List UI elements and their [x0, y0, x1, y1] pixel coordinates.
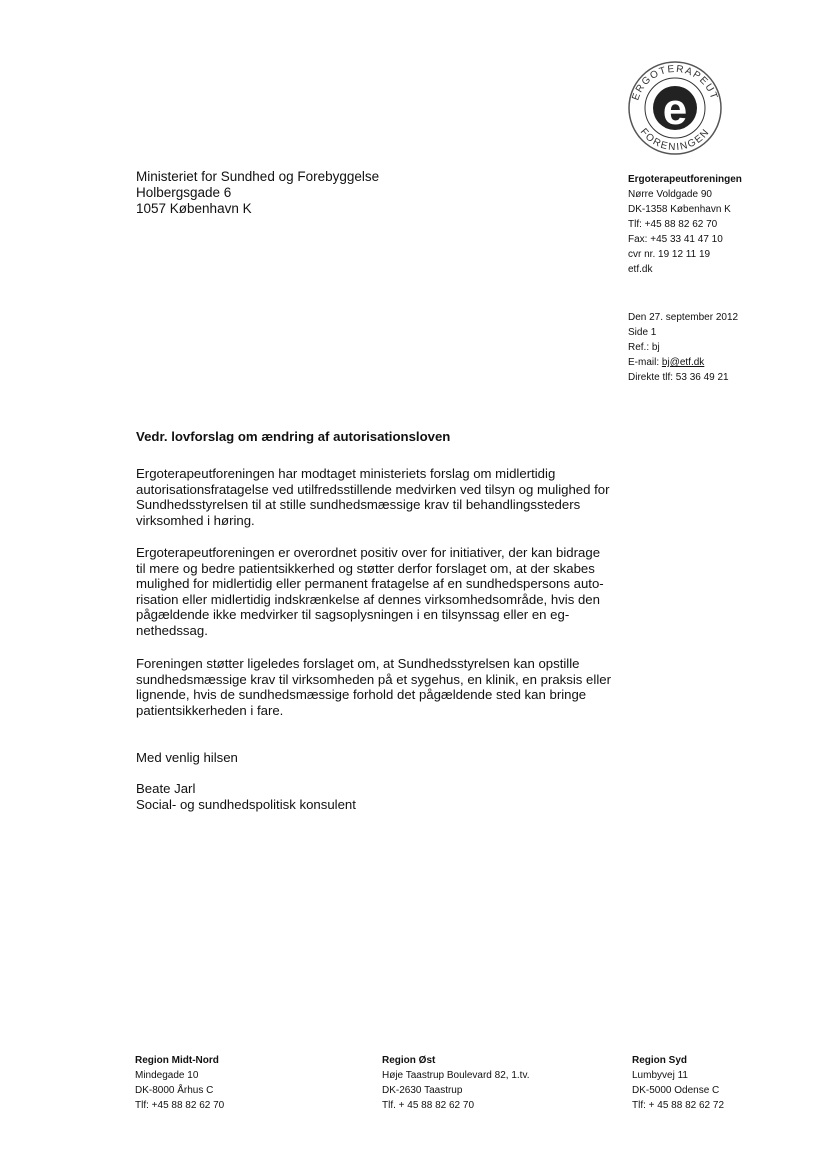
signature-name: Beate Jarl	[136, 781, 196, 796]
direct-phone: Direkte tlf: 53 36 49 21	[628, 372, 729, 383]
paragraph-line: Foreningen støtter ligeledes forslaget om, at Sundhedsstyrelsen kan opstille	[136, 656, 580, 671]
email-row	[628, 355, 818, 370]
signature-title: Social- og sundhedspolitisk konsulent	[136, 796, 356, 812]
recipient-name: Ministeriet for Sundhed og Forebyggelse	[136, 169, 380, 184]
email-link[interactable]: bj@etf.dk	[661, 357, 705, 368]
sender-city: DK-1358 København K	[628, 204, 731, 215]
signature	[136, 781, 356, 812]
sender-org: Ergoterapeutforeningen	[628, 174, 742, 185]
paragraph-2	[136, 545, 616, 638]
recipient-address	[136, 169, 379, 217]
paragraph-line: autorisationsfratagelse ved utilfredsstillende medvirken ved tilsyn og mulighed for	[136, 481, 610, 497]
ergoterapeutforeningen-logo	[619, 58, 731, 158]
logo-bottom-text: FORENINGEN	[637, 126, 713, 154]
paragraph-line: virksomhed i høring.	[136, 512, 255, 528]
letter-meta	[628, 310, 818, 385]
paragraph-line: risation eller midlertidig indskrænkelse af dennes virksomhedsområde, hvis den	[136, 591, 600, 607]
logo-letter: e	[662, 85, 688, 134]
paragraph-line: patientsikkerheden i fare.	[136, 702, 284, 718]
sender-phone: Tlf: +45 88 82 62 70	[628, 219, 718, 230]
letter-date: Den 27. september 2012	[628, 312, 739, 323]
paragraph-1	[136, 466, 616, 528]
region-city: DK-8000 Århus C	[135, 1085, 214, 1096]
region-name: Region Midt-Nord	[135, 1055, 219, 1066]
footer-region-oest	[382, 1053, 530, 1113]
letter-subject: Vedr. lovforslag om ændring af autorisationsloven	[136, 429, 451, 444]
paragraph-line: Sundhedsstyrelsen til at stille sundhedsmæssige krav til behandlingssteders	[136, 497, 581, 512]
paragraph-line: til mere og bedre patientsikkerhed og støtter derfor forslaget om, at der skabes	[136, 560, 595, 576]
region-phone: Tlf: + 45 88 82 62 72	[632, 1100, 725, 1111]
email-label: E-mail:	[628, 357, 660, 368]
page-number: Side 1	[628, 327, 657, 338]
paragraph-line: Ergoterapeutforeningen er overordnet positiv over for initiativer, der kan bidrage	[136, 545, 601, 560]
sender-address	[628, 172, 818, 277]
region-street: Høje Taastrup Boulevard 82, 1.tv.	[382, 1070, 530, 1081]
paragraph-line: lignende, hvis de sundhedsmæssige forhold det pågældende sted kan bringe	[136, 687, 587, 702]
sender-street: Nørre Voldgade 90	[628, 189, 712, 200]
reference: Ref.: bj	[628, 342, 660, 353]
recipient-city: 1057 København K	[136, 201, 252, 216]
region-city: DK-2630 Taastrup	[382, 1085, 463, 1096]
region-name: Region Øst	[382, 1055, 436, 1066]
region-street: Mindegade 10	[135, 1070, 199, 1081]
region-phone: Tlf. + 45 88 82 62 70	[382, 1100, 475, 1111]
footer-region-midt-nord	[135, 1053, 224, 1113]
paragraph-3	[136, 656, 616, 718]
closing: Med venlig hilsen	[136, 750, 238, 765]
region-street: Lumbyvej 11	[632, 1070, 688, 1081]
logo-emblem	[619, 58, 731, 158]
recipient-street: Holbergsgade 6	[136, 185, 232, 200]
paragraph-line: pågældende ikke medvirker til sagsoplysningen i en tilsynssag eller en eg-	[136, 607, 570, 622]
paragraph-line: sundhedsmæssige krav til virksomheden på et sygehus, en klinik, en praksis eller	[136, 671, 611, 687]
footer-region-syd	[632, 1053, 724, 1113]
region-city: DK-5000 Odense C	[632, 1085, 720, 1096]
paragraph-line: nethedssag.	[136, 622, 208, 638]
region-phone: Tlf: +45 88 82 62 70	[135, 1100, 225, 1111]
sender-fax: Fax: +45 33 41 47 10	[628, 234, 723, 245]
paragraph-line: Ergoterapeutforeningen har modtaget ministeriets forslag om midlertidig	[136, 466, 556, 481]
sender-cvr: cvr nr. 19 12 11 19	[628, 249, 711, 260]
sender-web: etf.dk	[628, 264, 653, 275]
logo-top-text: ERGOTERAPEUT	[630, 63, 720, 102]
paragraph-line: mulighed for midlertidig eller permanent fratagelse af en sundhedspersons auto-	[136, 576, 604, 591]
region-name: Region Syd	[632, 1055, 688, 1066]
